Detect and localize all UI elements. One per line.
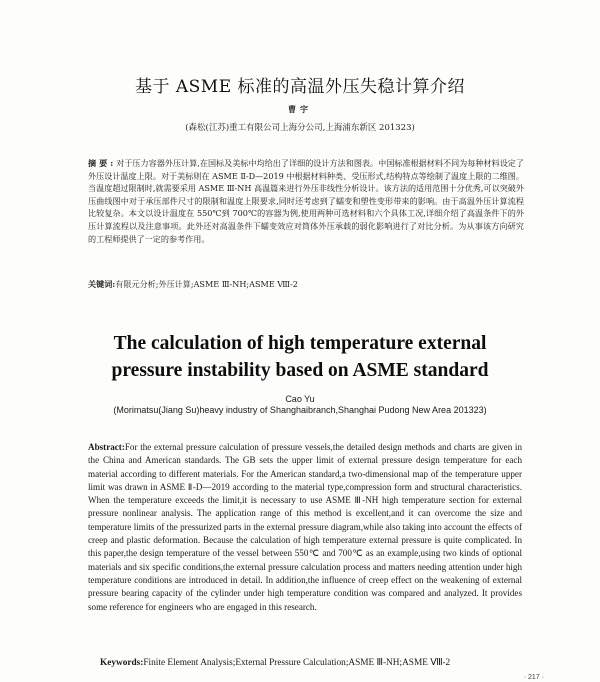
english-title-line-1: The calculation of high temperature external — [113, 333, 487, 354]
chinese-abstract-label: 摘要: — [88, 158, 117, 168]
english-author: Cao Yu — [285, 394, 315, 404]
english-affiliation: (Morimatsu(Jiang Su)heavy industry of Shanghaibranch,Shanghai Pudong New Area 201323) — [113, 405, 487, 415]
page-number: · 217 · — [523, 674, 544, 681]
chinese-keywords-label: 关键词: — [88, 279, 116, 289]
english-abstract-label: Abstract: — [88, 442, 125, 452]
english-title — [0, 330, 600, 384]
english-abstract — [88, 441, 522, 614]
chinese-abstract-text: 对于压力容器外压计算,在国标及美标中均给出了详细的设计方法和图表。中国标准根据材料不同为每种材料设定了外压设计温度上限。对于美标则在 ASME Ⅱ-D—2019 中根据材料种类、受压形式,结构特点等绘制了温度上限的二维图。当温度超过限制时,就需要采用 ASME Ⅲ-NH 高温篇来进行外压非线性分析设计。该方法的适用范围十分优秀,可以突破外压曲线图中对于承压部件尺寸的限制和温度上限要求,同时还考虑到了蠕变和塑性变形带来的影响。由于高温外压计算流程比较复杂。本文以设计温度在 550℃到 700℃的容器为例,使用两种可选材料和六个具体工况,详细介绍了高温条件下的外压计算流程以及注意事项。此外还对高温条件下蠕变效应对筒体外压承载的弱化影响进行了对比分析。为从事该方向研究的工程师提供了一定的参考作用。 — [88, 158, 524, 244]
chinese-abstract — [88, 157, 524, 245]
english-title-line-2: pressure instability based on ASME standard — [111, 360, 489, 381]
chinese-author: 曹宇 — [288, 104, 312, 114]
chinese-keywords — [88, 279, 524, 290]
english-keywords — [100, 657, 540, 668]
chinese-title: 基于 ASME 标准的高温外压失稳计算介绍 — [134, 77, 466, 97]
english-keywords-label: Keywords: — [100, 658, 144, 668]
english-keywords-text: Finite Element Analysis;External Pressure Calculation;ASME Ⅲ-NH;ASME Ⅷ-2 — [143, 658, 451, 668]
chinese-keywords-text: 有限元分析;外压计算;ASME Ⅲ-NH;ASME Ⅷ-2 — [115, 279, 298, 289]
english-abstract-text: For the external pressure calculation of pressure vessels,the detailed design methods and charts are given in the China and American standards. The GB sets the upper limit of external pressure design temperature for each material according to different materials. For the American standard,a two-dimensional map of the temperature upper limit was drawn in ASME Ⅱ-D—2019 according to the material type,compression form and structural characteristics. When the temperature exceeds the limit,it is necessary to use ASME Ⅲ-NH high temperature section for external pressure nonlinear analysis. The application range of this method is excellent,and it can overcome the size and temperature limits of the pressurized parts in the external pressure diagram,while also taking into account the effects of creep and plastic deformation. Because the calculation of high temperature external pressure is quite complicated. In this paper,the design temperature of the vessel between 550℃ and 700℃ as an example,using two kinds of optional materials and six specific conditions,the external pressure calculation process and matters needing attention under high temperature conditions are introduced in detail. In addition,the influence of creep effect on the weakening of external pressure bearing capacity of the cylinder under high temperature condition was compared and analyzed. It provides some reference for engineers who are engaged in this research. — [88, 442, 522, 612]
chinese-affiliation: (森松(江苏)重工有限公司上海分公司,上海浦东新区 201323) — [185, 123, 415, 133]
